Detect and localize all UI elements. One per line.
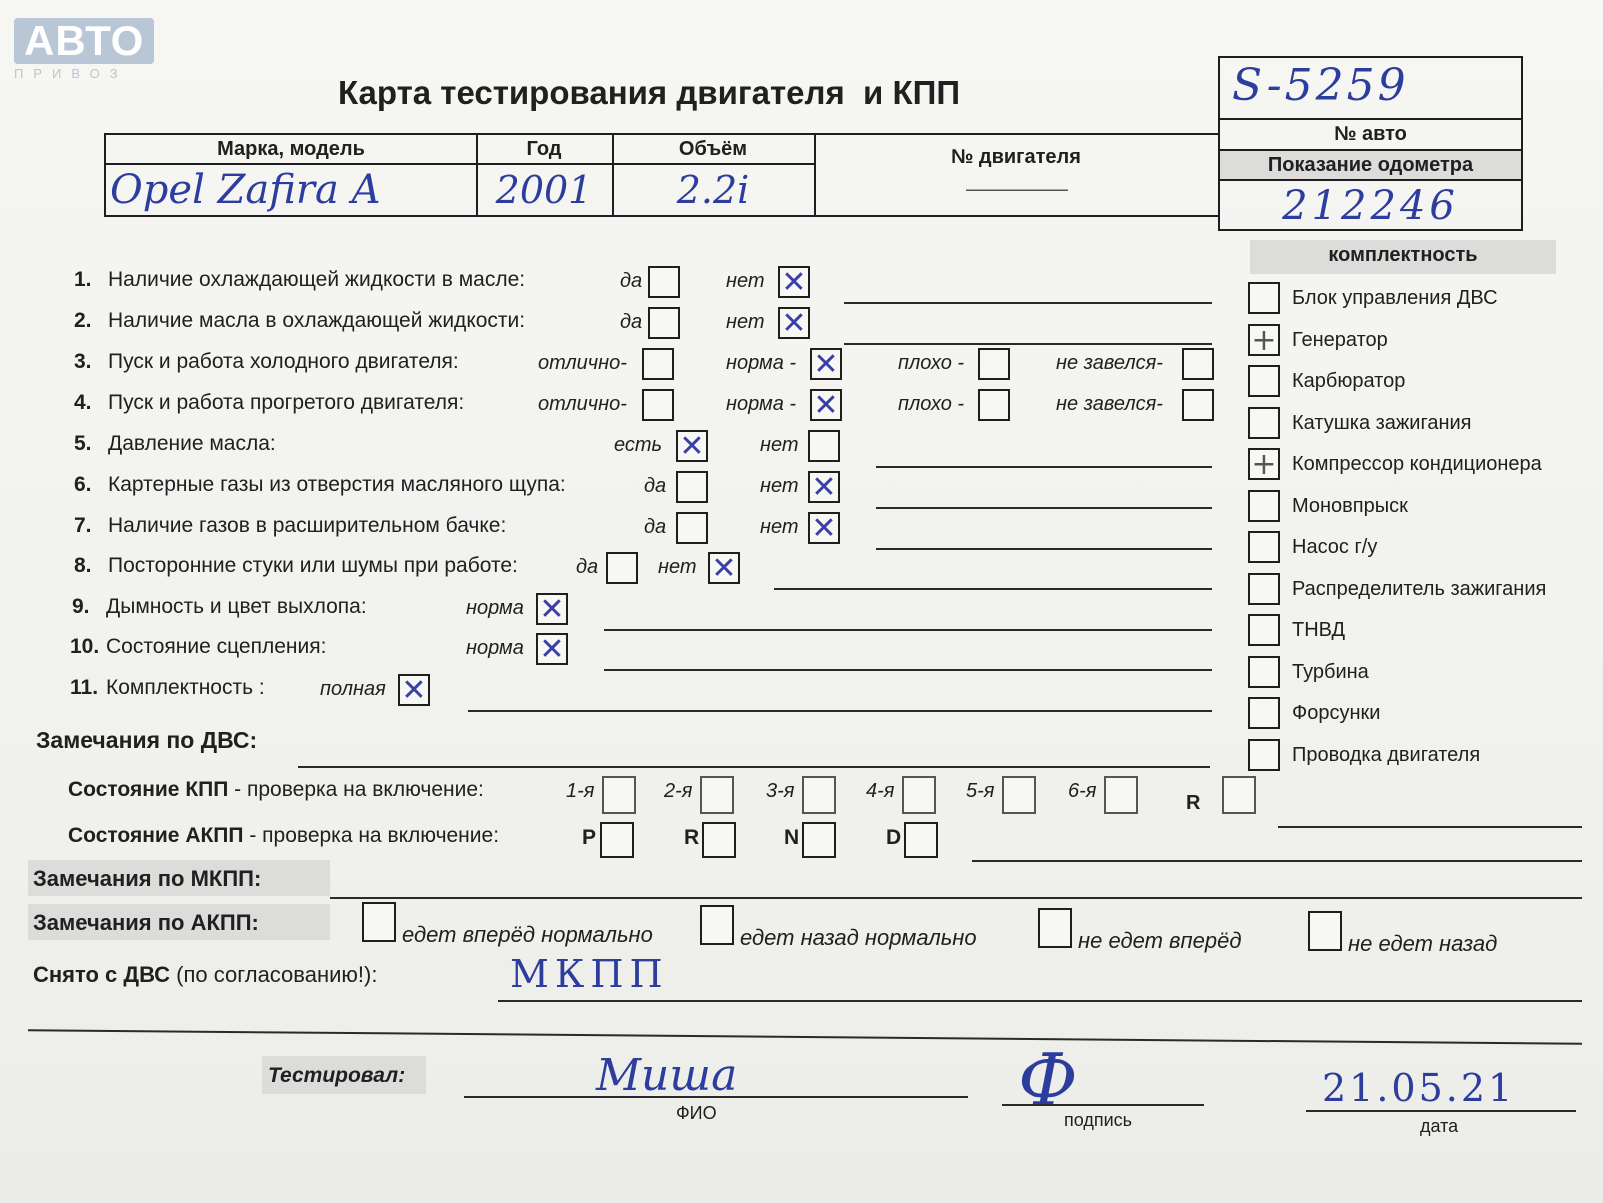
akpp-mode-checkbox[interactable] [802, 822, 836, 858]
question-number: 3. [74, 350, 92, 373]
engine-value: ————— [966, 176, 1066, 201]
akpp-remark-label: не едет вперёд [1078, 928, 1242, 953]
question-number: 8. [74, 554, 92, 577]
odometer-value: 212246 [1220, 179, 1521, 231]
name-line [464, 1096, 968, 1098]
kit-checkbox[interactable] [1248, 614, 1280, 646]
kit-item-label: Моновпрыск [1292, 494, 1408, 517]
plus-mark-icon: + [1251, 447, 1277, 482]
answer-line [876, 466, 1212, 468]
question-number: 1. [74, 268, 92, 291]
gear-label: 5-я [966, 780, 995, 802]
option-label: да [620, 311, 643, 333]
option-checkbox[interactable] [676, 430, 708, 462]
akpp-remark-checkbox[interactable] [700, 905, 734, 945]
kit-item-label: Компрессор кондиционера [1292, 453, 1542, 475]
option-label: полная [320, 678, 386, 700]
car-number-box [1218, 56, 1523, 231]
kpp-label-bold: Состояние КПП [68, 778, 229, 801]
year-value: 2001 [495, 168, 593, 212]
removed-label-bold: Снято с ДВС [33, 962, 171, 987]
question-text: Наличие газов в расширительном бачке: [108, 514, 507, 537]
question-text: Картерные газы из отверстия масляного щупа: [108, 473, 566, 496]
question-number: 7. [74, 514, 92, 537]
akpp-label-rest: - проверка на включение: [243, 824, 500, 847]
gear-checkbox[interactable] [1002, 776, 1036, 814]
option-label: отлично- [538, 352, 627, 374]
option-label: да [576, 556, 599, 578]
question-text: Наличие масла в охлаждающей жидкости: [108, 309, 526, 332]
option-checkbox[interactable] [808, 430, 840, 462]
question-number: 4. [74, 391, 92, 414]
akpp-remark-checkbox[interactable] [362, 902, 396, 942]
remarks-dvs-line [298, 766, 1210, 768]
remarks-akpp-label: Замечания по АКПП: [33, 910, 259, 935]
option-label: да [644, 475, 667, 497]
answer-line [876, 548, 1212, 550]
check-mark-icon: ✕ [781, 306, 807, 341]
odometer-label: Показание одометра [1220, 149, 1521, 179]
kit-checkbox[interactable] [1248, 448, 1280, 480]
answer-line [604, 629, 1212, 631]
tester-name: Миша [596, 1050, 738, 1101]
kit-checkbox[interactable] [1248, 282, 1280, 314]
option-checkbox[interactable] [778, 266, 810, 298]
option-checkbox[interactable] [648, 266, 680, 298]
gear-checkbox[interactable] [700, 776, 734, 814]
option-label: есть [614, 434, 663, 456]
gear-checkbox[interactable] [802, 776, 836, 814]
option-checkbox[interactable] [978, 389, 1010, 421]
removed-label [33, 962, 377, 988]
kit-item-label: Блок управления ДВС [1292, 287, 1498, 309]
option-label: отлично- [538, 393, 627, 415]
akpp-line [972, 860, 1582, 862]
tested-label: Тестировал: [268, 1064, 406, 1087]
gear-label: 4-я [866, 780, 895, 802]
signature: Ф [1018, 1038, 1078, 1122]
kit-title: комплектность [1328, 244, 1478, 266]
kit-checkbox[interactable] [1248, 573, 1280, 605]
question-number: 10. [70, 635, 100, 658]
option-checkbox[interactable] [708, 552, 740, 584]
kit-item-label: ТНВД [1292, 619, 1346, 641]
option-checkbox[interactable] [810, 348, 842, 380]
engine-label: № двигателя [951, 146, 1081, 168]
kit-checkbox[interactable] [1248, 490, 1280, 522]
removed-line [498, 1000, 1582, 1002]
kit-item-label: Проводка двигателя [1292, 743, 1481, 766]
question-text: Состояние сцепления: [106, 635, 327, 658]
option-checkbox[interactable] [648, 307, 680, 339]
brand-label: Марка, модель [106, 135, 476, 165]
gear-label: 6-я [1068, 780, 1097, 802]
check-mark-icon: ✕ [539, 592, 565, 627]
option-label: нет [726, 270, 765, 292]
gear-checkbox[interactable] [1104, 776, 1138, 814]
kit-checkbox[interactable] [1248, 407, 1280, 439]
question-text: Давление масла: [108, 432, 276, 455]
akpp-remark-label: едет назад нормально [740, 925, 977, 950]
extra-line [28, 1029, 1582, 1045]
check-mark-icon: ✕ [711, 551, 737, 586]
volume-value: 2.2i [676, 168, 750, 212]
kit-checkbox[interactable] [1248, 656, 1280, 688]
sign-line [1002, 1104, 1204, 1106]
plus-mark-icon: + [1251, 322, 1277, 358]
logo-sub: ПРИВОЗ [14, 66, 128, 81]
name-caption: ФИО [676, 1103, 717, 1123]
kpp-label [68, 778, 484, 802]
kpp-label-rest: - проверка на включение: [228, 778, 484, 801]
option-label: не завелся- [1056, 393, 1163, 415]
car-number-label: № авто [1220, 118, 1521, 149]
akpp-mode-checkbox[interactable] [702, 822, 736, 858]
kit-item-label: Генератор [1292, 328, 1388, 351]
answer-line [774, 588, 1212, 590]
gear-checkbox[interactable] [902, 776, 936, 814]
question-number: 6. [74, 473, 92, 496]
option-checkbox[interactable] [810, 389, 842, 421]
question-text: Комплектность : [106, 676, 265, 699]
option-label: да [620, 270, 643, 292]
gear-label: 1-я [566, 780, 595, 802]
akpp-mode-checkbox[interactable] [904, 822, 938, 858]
kit-checkbox[interactable] [1248, 739, 1280, 771]
question-number: 5. [74, 432, 92, 455]
sign-caption: подпись [1064, 1110, 1133, 1130]
check-mark-icon: ✕ [813, 347, 839, 382]
gear-label: 3-я [766, 780, 795, 802]
option-checkbox[interactable] [606, 552, 638, 584]
question-number: 9. [72, 595, 90, 618]
option-label: нет [760, 475, 799, 497]
akpp-mode-checkbox[interactable] [600, 822, 634, 858]
remarks-mkpp-label: Замечания по МКПП: [33, 866, 262, 891]
answer-line [844, 343, 1212, 345]
option-checkbox[interactable] [676, 512, 708, 544]
option-label: да [644, 516, 667, 538]
volume-label: Объём [612, 135, 814, 165]
check-mark-icon: ✕ [539, 632, 565, 667]
answer-line [876, 507, 1212, 509]
gear-checkbox[interactable] [602, 776, 636, 814]
option-checkbox[interactable] [1182, 348, 1214, 380]
question-text: Пуск и работа холодного двигателя: [108, 350, 459, 373]
gear-checkbox[interactable] [1222, 776, 1256, 814]
brand-value: Opel Zafira A [110, 167, 381, 213]
kit-item-label: Форсунки [1292, 702, 1381, 724]
question-text: Посторонние стуки или шумы при работе: [108, 554, 518, 577]
date-caption: дата [1420, 1116, 1459, 1136]
kit-item-label: Распределитель зажигания [1292, 577, 1547, 600]
option-label: плохо - [898, 352, 965, 374]
akpp-label [68, 824, 499, 848]
question-number: 2. [74, 309, 92, 332]
option-checkbox[interactable] [642, 389, 674, 421]
remarks-dvs-label: Замечания по ДВС: [36, 727, 258, 753]
brand-col [106, 135, 478, 215]
kpp-line [1278, 826, 1582, 828]
year-col [476, 135, 614, 215]
kit-checkbox[interactable] [1248, 324, 1280, 356]
answer-line [604, 669, 1212, 671]
removed-value: МКПП [510, 952, 669, 996]
akpp-mode-label: P [582, 826, 597, 849]
logo-main: АВТО [14, 18, 154, 64]
akpp-remark-label: не едет назад [1348, 931, 1498, 956]
answer-line [468, 710, 1212, 712]
akpp-mode-label: R [684, 826, 700, 849]
check-mark-icon: ✕ [781, 265, 807, 300]
answer-line [844, 302, 1212, 304]
kit-checkbox[interactable] [1248, 531, 1280, 563]
kit-item-label: Катушка зажигания [1292, 411, 1472, 434]
option-checkbox[interactable] [536, 593, 568, 625]
akpp-remark-checkbox[interactable] [1308, 911, 1342, 951]
akpp-remark-checkbox[interactable] [1038, 908, 1072, 948]
avto-privoz-logo [14, 18, 154, 81]
question-number: 11. [70, 676, 99, 699]
car-number-value: S-5259 [1232, 60, 1409, 111]
check-mark-icon: ✕ [401, 673, 427, 708]
test-date: 21.05.21 [1322, 1066, 1516, 1110]
option-label: норма - [726, 393, 797, 415]
engine-col [814, 135, 1218, 215]
option-checkbox[interactable] [808, 512, 840, 544]
kit-checkbox[interactable] [1248, 365, 1280, 397]
kit-checkbox[interactable] [1248, 697, 1280, 729]
date-line [1306, 1110, 1576, 1112]
option-checkbox[interactable] [642, 348, 674, 380]
option-label: нет [760, 516, 799, 538]
option-label: норма [466, 597, 524, 619]
kit-item-label: Турбина [1292, 660, 1369, 683]
check-mark-icon: ✕ [813, 388, 839, 423]
option-label: норма [466, 637, 524, 659]
option-checkbox[interactable] [398, 674, 430, 706]
year-label: Год [476, 135, 612, 165]
document-title: Карта тестирования двигателя и КПП [338, 74, 961, 111]
option-label: нет [760, 434, 799, 456]
option-checkbox[interactable] [676, 471, 708, 503]
option-label: не завелся- [1056, 352, 1163, 374]
option-checkbox[interactable] [1182, 389, 1214, 421]
question-text: Наличие охлаждающей жидкости в масле: [108, 268, 526, 291]
check-mark-icon: ✕ [811, 511, 837, 546]
option-checkbox[interactable] [808, 471, 840, 503]
kit-item-label: Карбюратор [1292, 370, 1406, 392]
question-text: Пуск и работа прогретого двигателя: [108, 391, 465, 414]
option-label: нет [658, 556, 697, 578]
akpp-mode-label: D [886, 826, 902, 849]
vehicle-header-table [104, 133, 1220, 217]
question-text: Дымность и цвет выхлопа: [106, 595, 367, 618]
remarks-mkpp-line [330, 897, 1582, 899]
check-mark-icon: ✕ [679, 429, 705, 464]
gear-label: R [1186, 792, 1201, 814]
option-checkbox[interactable] [536, 633, 568, 665]
check-mark-icon: ✕ [811, 470, 837, 505]
option-checkbox[interactable] [978, 348, 1010, 380]
kit-item-label: Насос г/у [1292, 536, 1378, 558]
akpp-mode-label: N [784, 826, 800, 849]
option-label: плохо - [898, 393, 965, 415]
removed-label-rest: (по согласованию!): [170, 962, 378, 987]
volume-col [612, 135, 816, 215]
akpp-label-bold: Состояние АКПП [68, 824, 244, 847]
gear-label: 2-я [664, 780, 693, 802]
akpp-remark-label: едет вперёд нормально [402, 922, 653, 947]
option-label: нет [726, 311, 765, 333]
option-label: норма - [726, 352, 797, 374]
option-checkbox[interactable] [778, 307, 810, 339]
